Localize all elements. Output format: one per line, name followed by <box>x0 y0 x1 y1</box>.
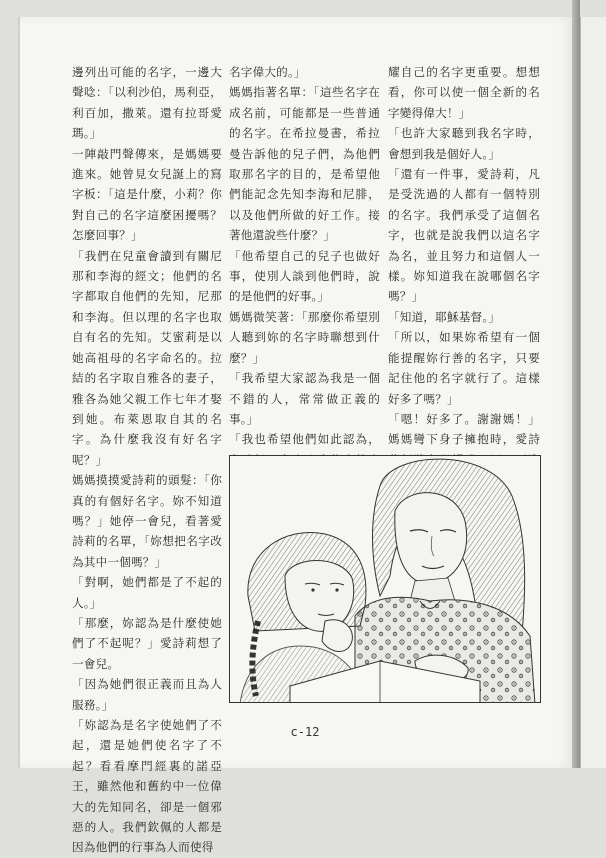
paragraph: 「因為她們很正義而且為人服務。」 <box>72 677 222 712</box>
paragraph: 媽媽微笑著：「那麼你希望別人聽到妳的名字時聯想到什麼？」 <box>229 309 380 365</box>
paragraph: 「他希望自己的兒子也做好事，使別人談到他們時，說的是他們的好事。」 <box>229 248 380 304</box>
paragraph: 「也許大家聽到我名字時，會想到我是個好人。」 <box>388 126 540 161</box>
paragraph: 「妳認為是名字使她們了不起，還是她們使名字了不起？看看摩門經裏的諾亞王，雖然他和舊約中一位偉大的先知同名，卻是一個邪惡的人。我們欽佩的人都是因為他們的行事為人而使得 <box>72 718 222 855</box>
paragraph: 「還有一件事，愛詩莉，凡是受洗過的人都有一個特別的名字。我們承受了這個名字，也就是說我們以這名字為名，並且努力和這個人一樣。妳知道我在說哪個名字嗎？」 <box>388 167 540 304</box>
paragraph: 「我們在兒童會讀到有關尼那和李海的經文；他們的名字都取自他們的先知，尼那和李海。但以理的名字也取自有名的先知。艾蜜莉是以她高祖母的名字命名的。拉結的名字取自雅各的妻子，雅各為她父親工作七年才娶到她。布萊恩取自其的名字。為什麼我沒有好名字呢？」 <box>72 248 222 467</box>
paragraph: 「對啊，她們都是了不起的人。」 <box>72 575 222 610</box>
paragraph: 媽媽指著名單：「這些名字在成名前，可能都是一些普通的名字。在希拉曼書，希拉曼告訴他的兒子們，為他們取那名字的目的，是希望他們能記念先知李海和尼腓，以及他們所做的好工作。接著他還說些什麼？」 <box>229 85 380 243</box>
paragraph: 「那麼，妳認為是什麼使她們了不起呢？」愛詩莉想了一會兒。 <box>72 615 222 671</box>
paragraph: 「所以，如果妳希望有一個能提醒妳行善的名字，只要記住他的名字就行了。這樣好多了嗎？」 <box>388 330 540 406</box>
paragraph: 媽媽摸摸愛詩莉的頭髮：「你真的有個好名字。妳不知道嗎？」她停一會兒，看著愛詩莉的名單，「妳想把名字改為其中一個嗎？」 <box>72 473 222 569</box>
pencil-drawing <box>230 456 541 703</box>
paragraph: 耀自己的名字更重要。想想看，你可以使一個全新的名字變得偉大！」 <box>388 65 540 120</box>
text-column-2 <box>229 62 380 491</box>
paragraph: 「知道，耶穌基督。」 <box>388 309 501 324</box>
paragraph: 「我也希望他們如此認為， <box>229 432 380 447</box>
adjacent-page-edge <box>580 17 606 768</box>
paragraph: 「我希望大家認為我是一個不錯的人，常常做正義的事。」 <box>229 371 380 426</box>
page-number: c-12 <box>290 725 320 739</box>
illustration-mother-and-daughter <box>229 455 541 703</box>
text-column-1 <box>72 62 222 858</box>
text-column-3 <box>388 62 540 491</box>
paragraph: 邊列出可能的名字，一邊大聲唸：「以利沙伯，馬利亞，利百加，撒萊。還有拉哥愛瑪。」 <box>72 65 222 141</box>
book-spine <box>572 0 580 768</box>
final-paragraph-text: 「嗯！好多了。謝謝媽！」媽媽彎下身子擁抱時，愛詩 <box>388 411 540 447</box>
paragraph: 名字偉大的。」 <box>229 65 306 79</box>
paragraph: 一陣敲門聲傳來，是媽媽要進來。她曾見女兒誕上的寫字板：「這是什麼，小莉？你對自己的名字這麼困擾嗎？怎麼回事？」 <box>72 146 222 243</box>
